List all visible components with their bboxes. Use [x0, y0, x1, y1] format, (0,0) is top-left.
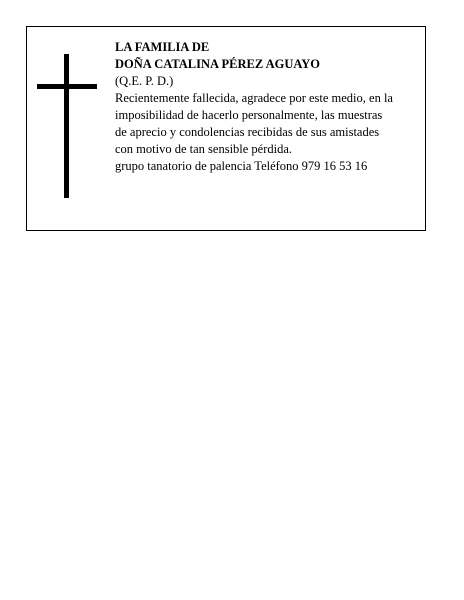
notice-text [115, 39, 423, 175]
cross-horizontal-bar [37, 84, 97, 89]
notice-body-line: imposibilidad de hacerlo personalmente, las muestras [115, 108, 383, 122]
notice-body-line: con motivo de tan sensible pérdida. [115, 142, 293, 156]
cross-icon [37, 54, 97, 198]
cross-vertical-bar [64, 54, 69, 198]
notice-body-line: de aprecio y condolencias recibidas de sus amistades [115, 125, 380, 139]
notice-body-line: Recientemente fallecida, agradece por este medio, en la [115, 91, 393, 105]
notice-heading-name: DOÑA CATALINA PÉREZ AGUAYO [115, 57, 321, 71]
obituary-notice [26, 26, 426, 231]
notice-heading-family: LA FAMILIA DE [115, 40, 210, 54]
notice-qepd: (Q.E. P. D.) [115, 74, 174, 88]
notice-contact: grupo tanatorio de palencia Teléfono 979 16 53 16 [115, 159, 368, 173]
